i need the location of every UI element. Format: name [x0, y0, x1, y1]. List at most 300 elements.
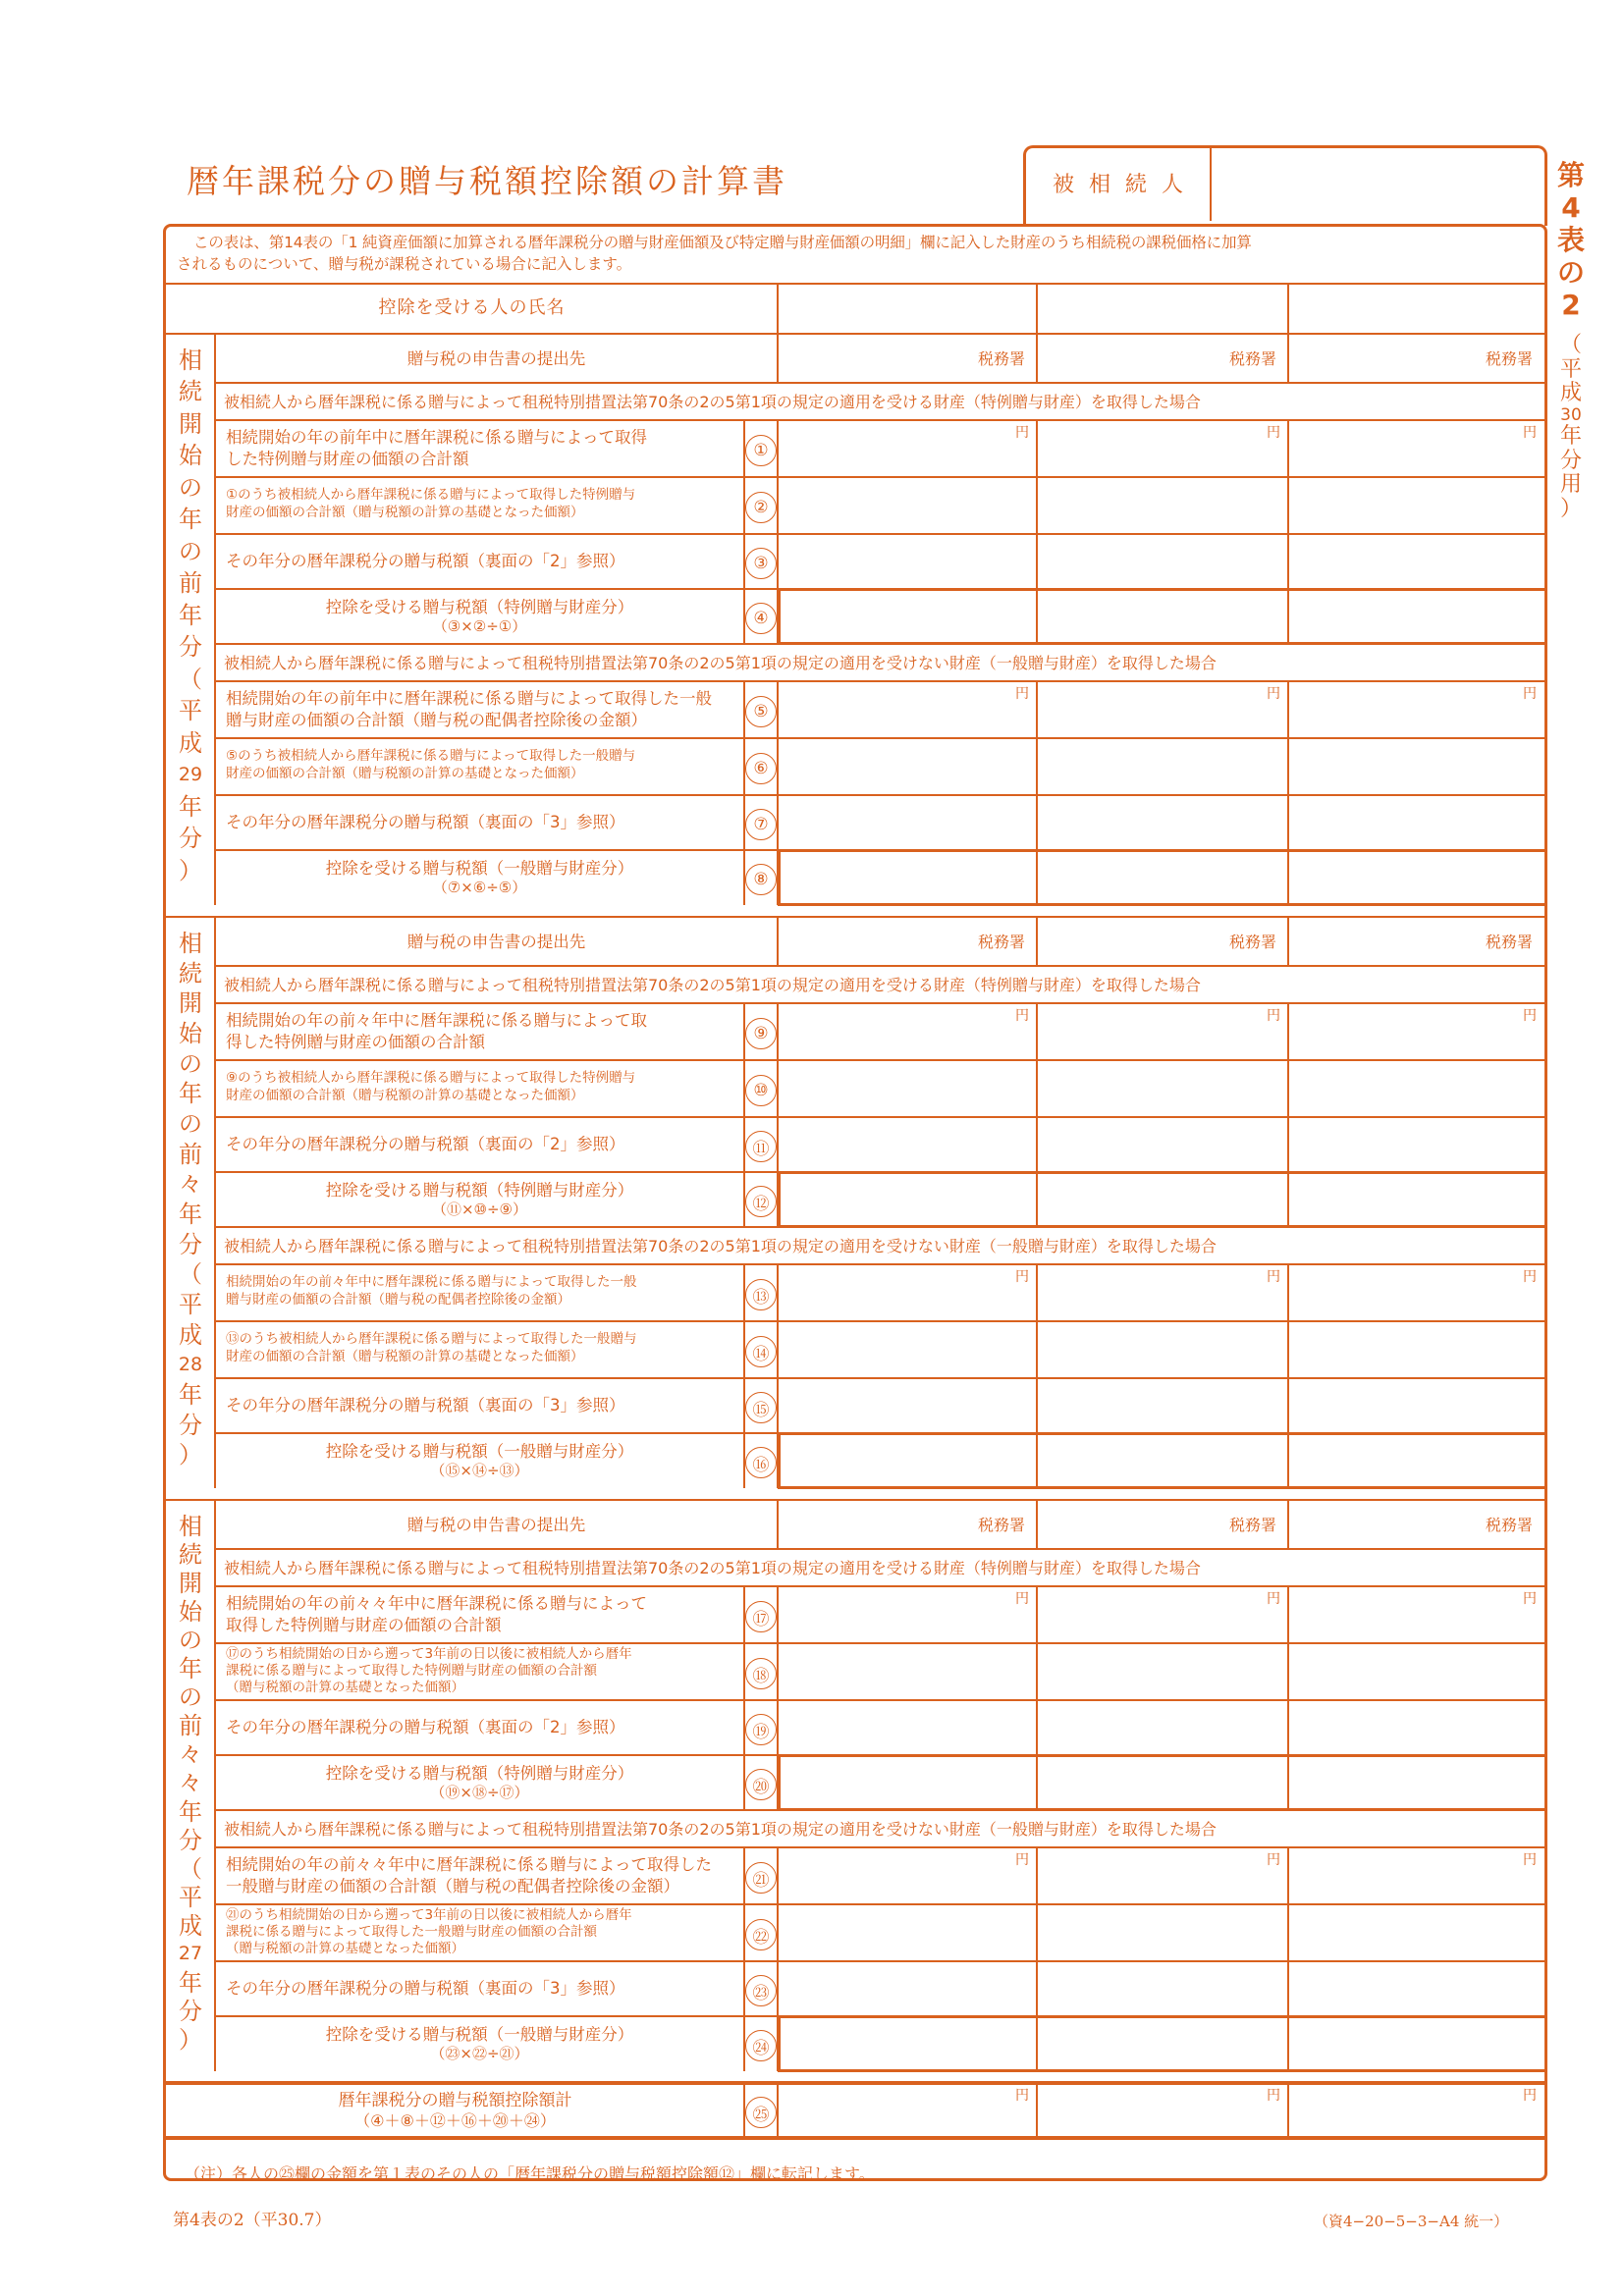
tax-office-label: 贈与税の申告書の提出先	[406, 933, 586, 951]
v-rule	[1036, 738, 1038, 795]
deduction-row-label: 控除を受ける贈与税額（特例贈与財産分）	[325, 598, 634, 616]
section-label-char: 成	[179, 1911, 202, 1940]
section-label-char: 分	[179, 633, 202, 662]
row-label-line-2: 一般贈与財産の価額の合計額（贈与税の配偶者控除後の金額）	[226, 1877, 679, 1896]
general-property-case-heading: 被相続人から暦年課税に係る贈与によって租税特別措置法第70条の2の5第1項の規定の適用を受けない財産（一般贈与財産）を取得した場合	[224, 1820, 1217, 1839]
yen-unit: 円	[1523, 1269, 1537, 1285]
section-label-char: 平	[179, 1291, 202, 1318]
amount-input[interactable]	[1039, 1849, 1286, 1902]
v-rule	[777, 917, 779, 966]
amount-input[interactable]	[780, 536, 1035, 587]
v-rule	[1287, 1003, 1289, 1060]
total-label: 暦年課税分の贈与税額控除額計	[338, 2091, 572, 2110]
amount-input[interactable]	[1290, 683, 1543, 736]
tax-office-input[interactable]	[780, 1502, 974, 1547]
deduction-row-formula: （③×②÷①）	[432, 617, 527, 635]
amount-input[interactable]	[780, 1849, 1035, 1902]
v-rule	[777, 1500, 779, 1549]
v-rule	[1287, 795, 1289, 850]
v-rule	[1287, 284, 1289, 334]
row-number: ⑨	[745, 1018, 777, 1049]
section-label-char: 成	[179, 1320, 202, 1349]
row-rule	[215, 476, 1544, 478]
section-label-char: 28	[178, 1353, 203, 1375]
recipient-name-input-3[interactable]	[1290, 286, 1543, 332]
amount-input[interactable]	[1290, 1963, 1543, 2014]
amount-input[interactable]	[1039, 422, 1286, 475]
yen-unit: 円	[1015, 425, 1029, 441]
amount-input[interactable]	[1290, 1380, 1543, 1431]
section-label-char: の	[179, 1110, 202, 1138]
row-label-line-2: 得した特例贈与財産の価額の合計額	[226, 1033, 485, 1051]
side-title-char: 表	[1556, 224, 1585, 257]
amount-input[interactable]	[780, 1702, 1035, 1753]
row-label-line-1: 相続開始の年の前々年中に暦年課税に係る贈与によって取得した一般	[226, 1274, 637, 1290]
heir-label: 被 相 続 人	[1053, 173, 1187, 197]
side-year-char: （	[1559, 333, 1582, 357]
deduction-amount-box	[778, 1171, 1547, 1228]
amount-input[interactable]	[1290, 479, 1543, 532]
row-label-line-2: 財産の価額の合計額（贈与税額の計算の基礎となった価額）	[226, 1349, 584, 1364]
special-property-case-heading: 被相続人から暦年課税に係る贈与によって租税特別措置法第70条の2の5第1項の規定の適用を受ける財産（特例贈与財産）を取得した場合	[224, 1559, 1201, 1577]
row-number: ⑳	[745, 1769, 777, 1800]
amount-input[interactable]	[1039, 1380, 1286, 1431]
row-label-line-2: した特例贈与財産の価額の合計額	[226, 450, 469, 468]
section-top	[166, 916, 1544, 918]
yen-unit: 円	[1267, 1269, 1280, 1285]
general-property-case-heading: 被相続人から暦年課税に係る贈与によって租税特別措置法第70条の2の5第1項の規定の適用を受けない財産（一般贈与財産）を取得した場合	[224, 654, 1217, 672]
side-year-char: 成	[1559, 381, 1582, 406]
footer-form-id: 第4表の2（平30.7）	[173, 2211, 332, 2230]
section-label-char: 始	[179, 442, 202, 470]
v-rule	[1036, 681, 1038, 738]
v-rule	[777, 477, 779, 534]
amount-input[interactable]	[780, 422, 1035, 475]
row-number: ③	[745, 548, 777, 579]
section-label-char: 27	[178, 1943, 203, 1965]
total-amount-input[interactable]	[1039, 2085, 1286, 2136]
amount-input[interactable]	[1290, 797, 1543, 848]
row-label: その年分の暦年課税分の贈与税額（裏面の「3」参照）	[226, 813, 625, 831]
section-label-char: 相	[179, 930, 202, 957]
amount-input[interactable]	[780, 1380, 1035, 1431]
section-label-char: （	[179, 665, 202, 693]
section-label-char: の	[179, 537, 202, 565]
v-rule	[1036, 1643, 1038, 1700]
row-rule	[215, 1002, 1544, 1004]
amount-input[interactable]	[1290, 1588, 1543, 1641]
row-number: ㉔	[745, 2030, 777, 2061]
v-rule	[1287, 1961, 1289, 2016]
amount-input[interactable]	[1039, 1702, 1286, 1753]
tax-office-input[interactable]	[1039, 1502, 1225, 1547]
v-rule	[777, 1643, 779, 1700]
amount-input[interactable]	[1039, 1266, 1286, 1319]
deduction-row-label: 控除を受ける贈与税額（一般贈与財産分）	[325, 1442, 634, 1461]
row-label-line-1: 相続開始の年の前々々年中に暦年課税に係る贈与によって	[226, 1594, 647, 1613]
transfer-note: （注）各人の㉕欄の金額を第１表のその人の「暦年課税分の贈与税額控除額⑫」欄に転記します。	[185, 2164, 875, 2183]
row-number: ①	[745, 435, 777, 466]
v-rule	[1036, 1961, 1038, 2016]
name-row-top	[166, 283, 1544, 285]
amount-input[interactable]	[1039, 536, 1286, 587]
row-number: ⑲	[745, 1714, 777, 1745]
row-number: ⑧	[745, 864, 777, 895]
heir-name-field[interactable]	[1214, 151, 1543, 220]
amount-input[interactable]	[1039, 1119, 1286, 1170]
section-label-char: 々	[179, 1769, 202, 1797]
amount-input[interactable]	[1290, 1119, 1543, 1170]
v-rule	[1036, 534, 1038, 589]
v-rule	[777, 1586, 779, 1643]
v-rule	[1036, 1264, 1038, 1321]
tax-office-label: 贈与税の申告書の提出先	[406, 349, 586, 368]
deduction-row-label: 控除を受ける贈与税額（特例贈与財産分）	[325, 1181, 634, 1200]
section-label-char: 平	[179, 1883, 202, 1911]
v-rule	[1036, 1847, 1038, 1904]
row-label-line-2: 課税に係る贈与によって取得した特例贈与財産の価額の合計額	[226, 1663, 597, 1679]
section-label-char: （	[179, 1260, 202, 1289]
intro-line-1: この表は、第14表の「1 純資産価額に加算される暦年課税分の贈与財産価額及び特定贈与財産価額の明細」欄に記入した財産のうち相続税の課税価格に加算	[193, 234, 1252, 251]
amount-input[interactable]	[1290, 1005, 1543, 1058]
row-number: ⑥	[745, 753, 777, 784]
v-rule	[777, 1060, 779, 1117]
section-label-char: 成	[179, 728, 202, 757]
side-title-char: 2	[1561, 289, 1581, 322]
side-year-char: 用	[1559, 472, 1582, 498]
v-rule	[777, 1700, 779, 1755]
tax-office-unit: 税務署	[978, 933, 1026, 951]
amount-input[interactable]	[780, 1062, 1035, 1115]
amount-input[interactable]	[1039, 1323, 1286, 1376]
row-label: その年分の暦年課税分の贈与税額（裏面の「3」参照）	[226, 1396, 625, 1415]
amount-input[interactable]	[780, 479, 1035, 532]
row-number: ⑭	[745, 1336, 777, 1367]
row-number: ⑰	[745, 1601, 777, 1632]
row-rule	[215, 1960, 1544, 1962]
v-rule	[1287, 1586, 1289, 1643]
section-label-char: の	[179, 1049, 202, 1078]
deduction-amount-box	[778, 1432, 1547, 1489]
side-year-char: 30	[1560, 404, 1582, 425]
row-label-line-3: （贈与税額の計算の基礎となった価額）	[226, 1941, 464, 1956]
deduction-row-formula: （⑲×⑱÷⑰）	[430, 1784, 529, 1801]
side-year-char: 年	[1559, 423, 1582, 449]
tax-office-input[interactable]	[1290, 1502, 1482, 1547]
section-label-char: 年	[179, 1655, 202, 1683]
v-rule	[777, 534, 779, 589]
tax-office-unit: 税務署	[1486, 933, 1534, 951]
row-rule	[215, 1548, 1544, 1550]
row-rule	[215, 382, 1544, 384]
tax-office-unit: 税務署	[1486, 1516, 1534, 1534]
section-label-char: 分	[179, 1230, 202, 1258]
amount-input[interactable]	[1290, 422, 1543, 475]
amount-input[interactable]	[1290, 1323, 1543, 1376]
yen-unit: 円	[1267, 2088, 1280, 2104]
recipient-name-input-2[interactable]	[1039, 286, 1286, 332]
v-rule	[1036, 334, 1038, 383]
v-rule	[1287, 334, 1289, 383]
v-rule	[1287, 1378, 1289, 1433]
section-label-char: 年	[179, 506, 202, 534]
section-label-char: 平	[179, 697, 202, 725]
tax-office-input[interactable]	[1290, 336, 1482, 381]
tax-office-unit: 税務署	[978, 1516, 1026, 1534]
row-label-line-1: ⑬のうち被相続人から暦年課税に係る贈与によって取得した一般贈与	[226, 1331, 637, 1347]
tax-office-unit: 税務署	[1229, 349, 1277, 368]
row-number: ㉑	[745, 1862, 777, 1894]
form-title: 暦年課税分の贈与税額控除額の計算書	[187, 162, 787, 200]
side-title-char: 4	[1561, 191, 1581, 225]
amount-input[interactable]	[780, 1963, 1035, 2014]
yen-unit: 円	[1267, 686, 1280, 702]
yen-unit: 円	[1015, 1852, 1029, 1868]
amount-input[interactable]	[1039, 740, 1286, 793]
tax-office-unit: 税務署	[1486, 349, 1534, 368]
amount-input[interactable]	[1039, 797, 1286, 848]
intro-line-2: されるものについて、贈与税が課税されている場合に記入します。	[177, 255, 632, 273]
total-formula: （④＋⑧＋⑫＋⑯＋⑳＋㉔）	[354, 2111, 556, 2130]
v-rule	[1036, 2083, 1038, 2138]
yen-unit: 円	[1267, 1008, 1280, 1024]
row-rule	[215, 1226, 1544, 1228]
section-label-char: の	[179, 1627, 202, 1655]
section-label-char: 始	[179, 1020, 202, 1047]
row-number: ⑩	[745, 1075, 777, 1106]
v-rule	[1287, 1643, 1289, 1700]
v-rule	[777, 420, 779, 477]
amount-input[interactable]	[1039, 1963, 1286, 2014]
row-label: その年分の暦年課税分の贈与税額（裏面の「2」参照）	[226, 1718, 625, 1736]
yen-unit: 円	[1015, 1591, 1029, 1607]
section-label-char: の	[179, 473, 202, 502]
amount-input[interactable]	[1290, 740, 1543, 793]
recipient-name-input-1[interactable]	[780, 286, 1035, 332]
amount-input[interactable]	[780, 1588, 1035, 1641]
row-number: ⑮	[745, 1392, 777, 1423]
section-label-char: 分	[179, 1411, 202, 1439]
v-rule	[1287, 1321, 1289, 1378]
row-number: ⑯	[745, 1447, 777, 1478]
amount-input[interactable]	[780, 740, 1035, 793]
row-number: ②	[745, 492, 777, 523]
side-title-char: 第	[1556, 159, 1585, 191]
amount-input[interactable]	[1039, 1645, 1286, 1698]
amount-input[interactable]	[780, 1119, 1035, 1170]
row-rule	[215, 965, 1544, 967]
special-property-case-heading: 被相続人から暦年課税に係る贈与によって租税特別措置法第70条の2の5第1項の規定の適用を受ける財産（特例贈与財産）を取得した場合	[224, 976, 1201, 994]
row-number: ㉓	[745, 1975, 777, 2006]
section-label-char: 続	[179, 378, 202, 406]
amount-input[interactable]	[1039, 479, 1286, 532]
section-label-char: 分	[179, 825, 202, 853]
amount-input[interactable]	[780, 1906, 1035, 1959]
general-property-case-heading: 被相続人から暦年課税に係る贈与によって租税特別措置法第70条の2の5第1項の規定の適用を受けない財産（一般贈与財産）を取得した場合	[224, 1237, 1217, 1255]
row-rule	[215, 1320, 1544, 1322]
row-rule	[215, 1846, 1544, 1848]
amount-input[interactable]	[1039, 1906, 1286, 1959]
section-label-char: 前	[179, 1712, 202, 1740]
tax-office-input[interactable]	[1039, 336, 1225, 381]
deduction-row-label: 控除を受ける贈与税額（一般贈与財産分）	[325, 859, 634, 878]
v-rule	[1036, 1500, 1038, 1549]
row-number: ⑱	[745, 1658, 777, 1689]
yen-unit: 円	[1523, 425, 1537, 441]
yen-unit: 円	[1015, 2088, 1029, 2104]
tax-office-input[interactable]	[1039, 919, 1225, 964]
tax-office-unit: 税務署	[1229, 933, 1277, 951]
amount-input[interactable]	[780, 1323, 1035, 1376]
section-label-char: 開	[179, 1570, 202, 1598]
v-rule	[1036, 477, 1038, 534]
v-rule	[1287, 1264, 1289, 1321]
section-label-char: 始	[179, 1598, 202, 1627]
row-label-line-1: 相続開始の年の前々々年中に暦年課税に係る贈与によって取得した	[226, 1855, 712, 1874]
v-rule	[1287, 420, 1289, 477]
v-rule	[1287, 2083, 1289, 2138]
deduction-amount-box	[778, 2015, 1547, 2072]
tax-office-label: 贈与税の申告書の提出先	[406, 1516, 586, 1534]
v-rule	[777, 334, 779, 383]
amount-input[interactable]	[1290, 1702, 1543, 1753]
row-rule	[215, 1642, 1544, 1644]
row-label-line-2: 取得した特例贈与財産の価額の合計額	[226, 1616, 502, 1634]
yen-unit: 円	[1523, 686, 1537, 702]
v-rule	[1036, 1904, 1038, 1961]
v-rule	[777, 1904, 779, 1961]
yen-unit: 円	[1523, 1591, 1537, 1607]
deduction-amount-box	[778, 588, 1547, 645]
deduction-row-formula: （㉓×㉒÷㉑）	[430, 2045, 529, 2062]
section-label-char: 開	[179, 989, 202, 1018]
section-label-char: ）	[179, 1441, 202, 1469]
row-rule	[215, 1263, 1544, 1265]
deduction-row-formula: （⑪×⑩÷⑨）	[431, 1201, 528, 1218]
deduction-row-formula: （⑦×⑥÷⑤）	[432, 879, 527, 896]
yen-unit: 円	[1523, 1852, 1537, 1868]
tax-office-input[interactable]	[1290, 919, 1482, 964]
side-year	[1557, 334, 1585, 521]
total-amount-input[interactable]	[1290, 2085, 1543, 2136]
tax-office-input[interactable]	[780, 919, 974, 964]
tax-office-input[interactable]	[780, 336, 974, 381]
amount-input[interactable]	[1039, 1062, 1286, 1115]
section-top	[166, 333, 1544, 335]
amount-input[interactable]	[780, 683, 1035, 736]
v-rule	[1287, 1700, 1289, 1755]
amount-input[interactable]	[1039, 1588, 1286, 1641]
section-label-char: 年	[179, 1381, 202, 1409]
amount-input[interactable]	[1290, 1062, 1543, 1115]
yen-unit: 円	[1523, 1008, 1537, 1024]
side-title-char: の	[1556, 256, 1585, 290]
row-label-line-1: 相続開始の年の前年中に暦年課税に係る贈与によって取得	[226, 428, 647, 447]
amount-input[interactable]	[1290, 1849, 1543, 1902]
row-rule	[215, 1903, 1544, 1905]
amount-input[interactable]	[1290, 1645, 1543, 1698]
heir-divider	[1210, 148, 1212, 221]
row-rule	[215, 419, 1544, 421]
row-number: ㉒	[745, 1919, 777, 1950]
row-label-line-1: 相続開始の年の前年中に暦年課税に係る贈与によって取得した一般	[226, 689, 712, 708]
row-number: ⑬	[745, 1279, 777, 1310]
section-label-char: の	[179, 1683, 202, 1712]
v-rule	[1287, 534, 1289, 589]
side-title	[1555, 159, 1587, 321]
v-rule	[777, 2083, 779, 2138]
amount-input[interactable]	[1290, 536, 1543, 587]
section-label-char: 年	[179, 1201, 202, 1228]
amount-input[interactable]	[780, 797, 1035, 848]
section-label-char: 年	[179, 601, 202, 629]
row-number: ⑦	[745, 809, 777, 840]
row-rule	[215, 1059, 1544, 1061]
deduction-row-label: 控除を受ける贈与税額（一般贈与財産分）	[325, 2025, 634, 2044]
row-label-line-2: 財産の価額の合計額（贈与税額の計算の基礎となった価額）	[226, 1088, 584, 1103]
v-rule	[777, 284, 779, 334]
row-label-line-2: 財産の価額の合計額（贈与税額の計算の基礎となった価額）	[226, 505, 584, 520]
row-label-line-2: 課税に係る贈与によって取得した一般贈与財産の価額の合計額	[226, 1924, 597, 1940]
section-label-char: 々	[179, 1740, 202, 1769]
v-rule	[1287, 917, 1289, 966]
row-rule	[215, 1809, 1544, 1811]
row-rule	[215, 680, 1544, 682]
v-rule	[777, 795, 779, 850]
amount-input[interactable]	[780, 1005, 1035, 1058]
tax-office-unit: 税務署	[1229, 1516, 1277, 1534]
row-rule	[215, 737, 1544, 739]
v-rule	[1036, 284, 1038, 334]
section-label-char: 相	[179, 1513, 202, 1540]
v-rule	[777, 1003, 779, 1060]
section-label-char: 年	[179, 1080, 202, 1108]
footer-code: （資4−20−5−3−A4 統一）	[1314, 2213, 1509, 2230]
v-rule	[1036, 1378, 1038, 1433]
row-label-line-2: 贈与財産の価額の合計額（贈与税の配偶者控除後の金額）	[226, 1292, 570, 1308]
v-rule	[1036, 1700, 1038, 1755]
amount-input[interactable]	[780, 1645, 1035, 1698]
v-rule	[1036, 795, 1038, 850]
amount-input[interactable]	[1039, 683, 1286, 736]
amount-input[interactable]	[1290, 1266, 1543, 1319]
yen-unit: 円	[1015, 1269, 1029, 1285]
tax-office-unit: 税務署	[978, 349, 1026, 368]
v-rule	[1036, 420, 1038, 477]
v-rule	[1287, 477, 1289, 534]
section-label-char: 年	[179, 1797, 202, 1826]
total-amount-input[interactable]	[780, 2085, 1035, 2136]
section-label-char: 年	[179, 1968, 202, 1997]
row-number: ④	[745, 603, 777, 634]
row-label: その年分の暦年課税分の贈与税額（裏面の「2」参照）	[226, 1135, 625, 1153]
yen-unit: 円	[1267, 1852, 1280, 1868]
section-label-char: （	[179, 1854, 202, 1883]
amount-input[interactable]	[1039, 1005, 1286, 1058]
amount-input[interactable]	[1290, 1906, 1543, 1959]
row-label-line-1: ⑰のうち相続開始の日から遡って3年前の日以後に被相続人から暦年	[226, 1646, 632, 1662]
row-rule	[215, 643, 1544, 645]
row-label-line-1: ①のうち被相続人から暦年課税に係る贈与によって取得した特例贈与	[226, 487, 636, 503]
v-rule	[777, 1264, 779, 1321]
side-year-char: 分	[1559, 448, 1582, 473]
yen-unit: 円	[1267, 1591, 1280, 1607]
row-rule	[215, 1116, 1544, 1118]
section-label-char: 相	[179, 347, 202, 374]
v-rule	[1036, 917, 1038, 966]
v-rule	[1036, 1060, 1038, 1117]
amount-input[interactable]	[780, 1266, 1035, 1319]
